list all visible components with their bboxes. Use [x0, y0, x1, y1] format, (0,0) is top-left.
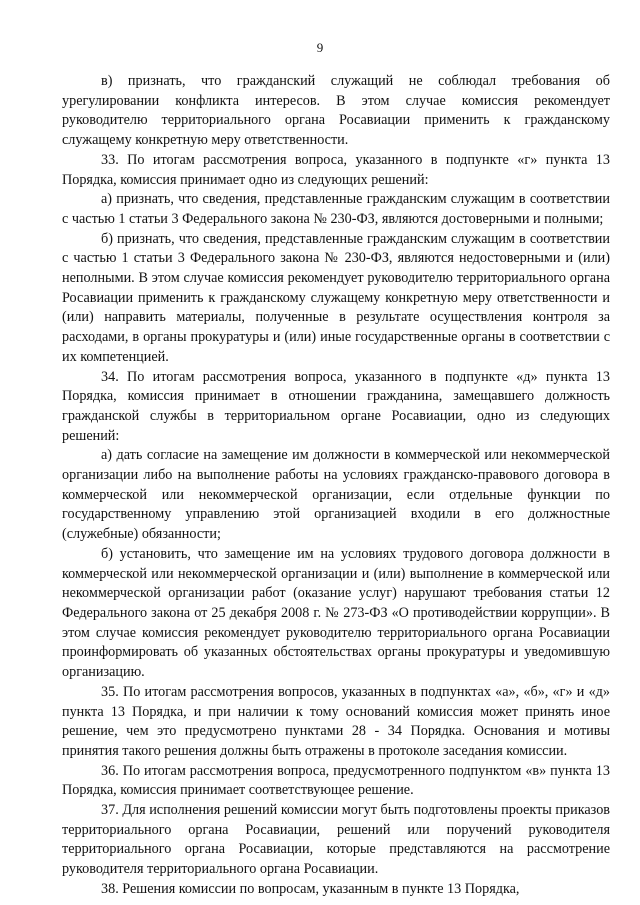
paragraph-32v: в) признать, что гражданский служащий не соблюдал требования об урегулировании конфликта интересов. В этом случае комиссия рекомендует руководителю территориального органа Росавиации применить к гражданскому служащему конкретную меру ответственности.	[62, 73, 610, 149]
paragraph-36: 36. По итогам рассмотрения вопроса, предусмотренного подпунктом «в» пункта 13 Порядка, комиссия принимает соответствующее решение.	[62, 762, 610, 799]
paragraph-33a: а) признать, что сведения, представленные гражданским служащим в соответствии с частью 1 статьи 3 Федерального закона № 230-ФЗ, являются достоверными и полными;	[62, 191, 610, 227]
page-number: 9	[316, 40, 324, 55]
paragraph-38: 38. Решения комиссии по вопросам, указанным в пункте 13 Порядка,	[101, 880, 520, 897]
paragraph-34: 34. По итогам рассмотрения вопроса, указанного в подпункте «д» пункта 13 Порядка, комиссия принимает в отношении гражданина, замещавшего должность гражданской службы в территориальном органе Росавиации, одно из следующих решений:	[62, 368, 610, 444]
paragraph-34b: б) установить, что замещение им на условиях трудового договора должности в коммерческой или некоммерческой организации и (или) выполнение в коммерческой или некоммерческой организации работ (оказание услуг) нарушают требования статьи 12 Федерального закона от 25 декабря 2008 г. № 273-ФЗ «О противодействии коррупции». В этом случае комиссия рекомендует руководителю территориального органа Росавиации проинформировать об указанных обстоятельствах органы прокуратуры и уведомившую организацию.	[62, 545, 610, 681]
paragraph-34a: а) дать согласие на замещение им должности в коммерческой или некоммерческой организации либо на выполнение работы на условиях гражданско-правового договора в коммерческой или некоммерческой организации, если отдельные функции по государственному управлению этой организацией входили в его должностные (служебные) обязанности;	[62, 447, 610, 543]
paragraph-37: 37. Для исполнения решений комиссии могут быть подготовлены проекты приказов территориального органа Росавиации, решений или поручений руководителя территориального органа Росавиации, которые представляются на рассмотрение руководителя территориального органа Росавиации.	[62, 802, 610, 878]
paragraph-33b: б) признать, что сведения, представленные гражданским служащим в соответствии с частью 1 статьи 3 Федерального закона № 230-ФЗ, являются недостоверными и (или) неполными. В этом случае комиссия рекомендует руководителю территориального органа Росавиации применить к гражданскому служащему конкретную меру ответственности и (или) направить материалы, полученные в результате осуществления контроля за расходами, в органы прокуратуры и (или) иные государственные органы в соответствии с их компетенцией.	[62, 230, 610, 365]
paragraph-35: 35. По итогам рассмотрения вопросов, указанных в подпунктах «а», «б», «г» и «д» пункта 13 Порядка, и при наличии к тому оснований комиссия может принять иное решение, чем это предусмотрено пунктами 28 - 34 Порядка. Основания и мотивы принятия такого решения должны быть отражены в протоколе заседания комиссии.	[62, 683, 610, 759]
paragraph-33: 33. По итогам рассмотрения вопроса, указанного в подпункте «г» пункта 13 Порядка, комиссия принимает одно из следующих решений:	[62, 151, 610, 188]
document-body	[62, 72, 610, 900]
